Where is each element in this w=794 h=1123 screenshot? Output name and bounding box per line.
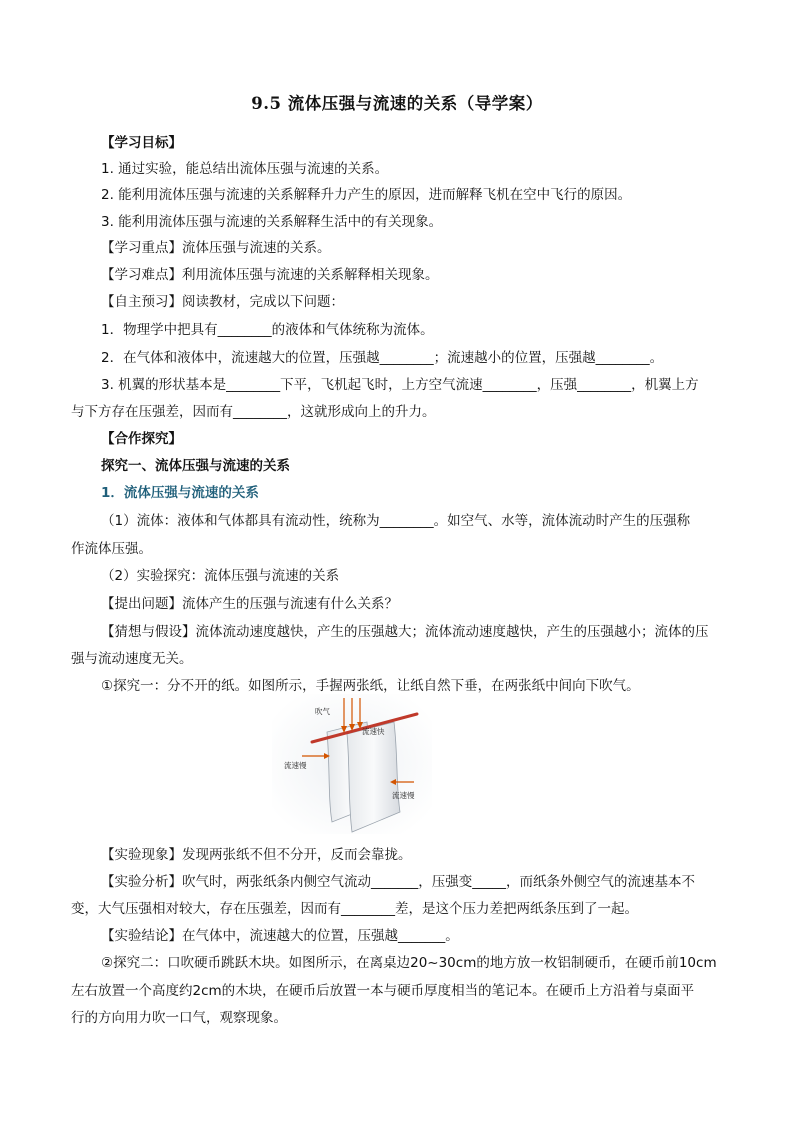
difficult-point: 【学习难点】利用流体压强与流速的关系解释相关现象。 [101, 267, 439, 283]
preview-question-3-cont: 与下方存在压强差，因而有________，这就形成向上的升力。 [71, 404, 436, 420]
objective-2: 2. 能利用流体压强与流速的关系解释升力产生的原因，进而解释飞机在空中飞行的原因。 [101, 187, 632, 203]
fluid-definition: （1）流体：液体和气体都具有流动性，统称为________。如空气、水等，流体流动时产生的压强称 [101, 513, 691, 529]
objective-3: 3. 能利用流体压强与流速的关系解释生活中的有关现象。 [101, 214, 443, 230]
inquiry-1-heading: 探究一、流体压强与流速的关系 [101, 458, 290, 474]
experiment-intro: （2）实验探究：流体压强与流速的关系 [101, 568, 340, 584]
inquiry-coin-cont-1: 左右放置一个高度约2cm的木块，在硬币后放置一本与硬币厚度相当的笔记本。在硬币上方沿着与桌面平 [71, 983, 695, 999]
page-title: 9.5 流体压强与流速的关系（导学案） [251, 94, 543, 113]
inquiry-coin-cont-2: 行的方向用力吹一口气，观察现象。 [71, 1010, 287, 1026]
preview-heading: 【自主预习】阅读教材，完成以下问题： [101, 294, 344, 310]
label-slow-left: 流速慢 [284, 761, 307, 770]
conclusion: 【实验结论】在气体中，流速越大的位置，压强越_______。 [101, 928, 459, 944]
inquiry-coin: ②探究二：口吹硬币跳跃木块。如图所示，在离桌边20~30cm的地方放一枚铝制硬币，在硬币前10cm [101, 955, 717, 971]
objective-1: 1. 通过实验，能总结出流体压强与流速的关系。 [101, 161, 389, 177]
inquiry-paper: ①探究一：分不开的纸。如图所示，手握两张纸，让纸自然下垂，在两张纸中间向下吹气。 [101, 678, 640, 694]
preview-question-1: 1．物理学中把具有________的液体和气体统称为流体。 [101, 322, 434, 338]
preview-question-2: 2．在气体和液体中，流速越大的位置，压强越________；流速越小的位置，压强越________。 [101, 350, 664, 366]
fluid-definition-cont: 作流体压强。 [71, 541, 152, 557]
key-point: 【学习重点】流体压强与流速的关系。 [101, 240, 331, 256]
paper-sheet-right [347, 722, 400, 832]
preview-question-3: 3. 机翼的形状基本是________下平，飞机起飞时，上方空气流速________，压强________，机翼上方 [101, 377, 699, 393]
analysis-cont: 变，大气压强相对较大，存在压强差，因而有________差，是这个压力差把两纸条压到了一起。 [71, 901, 638, 917]
section-heading-objectives: 【学习目标】 [101, 135, 182, 151]
question: 【提出问题】流体产生的压强与流速有什么关系？ [101, 596, 398, 612]
label-slow-right: 流速慢 [392, 791, 415, 800]
hypothesis-cont: 强与流动速度无关。 [71, 651, 193, 667]
label-fast: 流速快 [362, 727, 385, 736]
section-heading-cooperative: 【合作探究】 [101, 431, 182, 447]
hypothesis: 【猜想与假设】流体流动速度越快，产生的压强越大；流体流动速度越快，产生的压强越小；流体的压 [101, 624, 709, 640]
analysis: 【实验分析】吹气时，两张纸条内侧空气流动_______，压强变_____，而纸条外侧空气的流速基本不 [101, 874, 695, 890]
label-blow: 吹气 [315, 707, 330, 716]
paper-experiment-figure [272, 694, 432, 834]
subsection-heading: 1．流体压强与流速的关系 [101, 485, 259, 501]
phenomenon: 【实验现象】发现两张纸不但不分开，反而会靠拢。 [101, 847, 412, 863]
